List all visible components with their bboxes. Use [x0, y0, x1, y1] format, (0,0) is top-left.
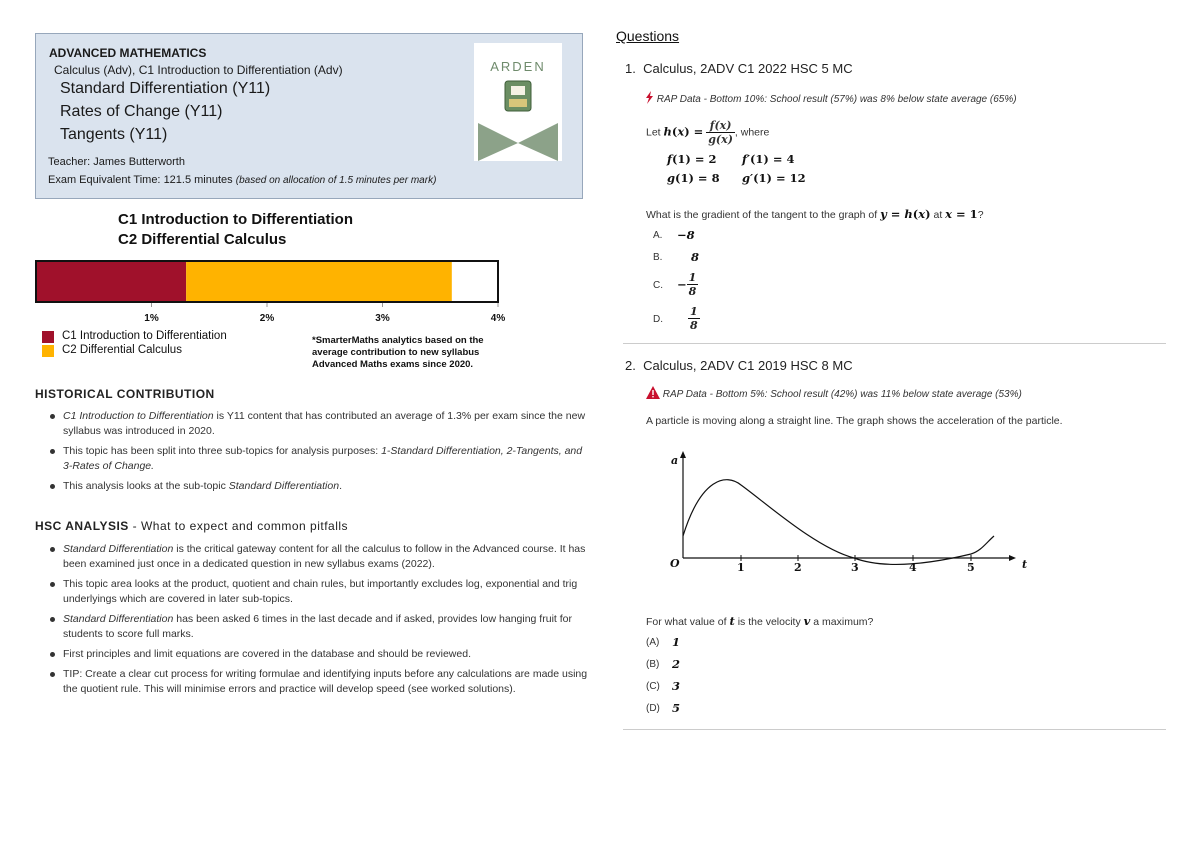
- graph-x-label: t: [1022, 558, 1028, 571]
- graph-origin-label: O: [670, 557, 680, 570]
- q2-prompt: A particle is moving along a straight line. The graph shows the acceleration of the particle.: [646, 415, 1063, 427]
- graph-tick-2: 2: [794, 561, 802, 574]
- legend-swatch-c1: [42, 331, 54, 343]
- q2-rap-data: RAP Data - Bottom 5%: School result (42%) was 11% below state average (53%): [646, 386, 1022, 400]
- q1-prompt: What is the gradient of the tangent to the graph of y = h(x) at x = 1?: [646, 207, 984, 221]
- historical-heading: HISTORICAL CONTRIBUTION: [35, 387, 215, 401]
- q2-option-b-value[interactable]: 2: [672, 657, 681, 671]
- legend-label-c2: C2 Differential Calculus: [62, 344, 182, 356]
- list-item: Standard Differentiation has been asked 6 times in the last decade and if asked, provides low hanging fruit for students to score full marks.: [47, 612, 592, 642]
- q2-option-d-value[interactable]: 5: [672, 701, 681, 715]
- list-item: This analysis looks at the sub-topic Standard Differentiation.: [47, 479, 592, 494]
- topic-rates-of-change: Rates of Change (Y11): [60, 103, 223, 120]
- q1-given-f: f(1) = 2: [667, 152, 717, 166]
- contribution-chart: [30, 255, 510, 335]
- q1-divider: [623, 343, 1166, 344]
- q1-title: 1. Calculus, 2ADV C1 2022 HSC 5 MC: [625, 61, 853, 76]
- q1-option-b-value[interactable]: 8: [691, 250, 700, 264]
- graph-tick-1: 1: [737, 561, 745, 574]
- chart-title-line2: C2 Differential Calculus: [118, 231, 287, 248]
- q1-given-g: g(1) = 8: [667, 171, 720, 185]
- legend-label-c1: C1 Introduction to Differentiation: [62, 330, 227, 342]
- chart-footnote: *SmarterMaths analytics based on the average contribution to new syllabus Advanced Maths exams since 2020.: [312, 335, 484, 370]
- q2-option-d-label: (D): [646, 703, 660, 714]
- q2-title: 2. Calculus, 2ADV C1 2019 HSC 8 MC: [625, 358, 853, 373]
- topic-tangents: Tangents (Y11): [60, 126, 168, 143]
- graph-tick-4: 4: [909, 561, 917, 574]
- warning-icon: [646, 386, 660, 399]
- list-item: This topic has been split into three sub-topics for analysis purposes: 1-Standard Differentiation, 2-Tangents, and 3-Rates of Change.: [47, 444, 592, 474]
- list-item: This topic area looks at the product, quotient and chain rules, but importantly excludes log, exponential and trig underlyings which are covered in later sub-topics.: [47, 577, 592, 607]
- school-logo: [474, 43, 562, 161]
- lightning-icon: [645, 91, 654, 104]
- questions-heading: Questions: [616, 28, 680, 44]
- list-item: TIP: Create a clear cut process for writing formulae and identifying inputs before any calculations are made using the quotient rule. This will minimise errors and practice will develop speed (see worked solutions).: [47, 667, 592, 697]
- chart-tick-label: 4%: [490, 313, 506, 324]
- q2-option-b-label: (B): [646, 659, 660, 670]
- q2-option-a-label: (A): [646, 637, 660, 648]
- q1-option-d-label: D.: [653, 314, 663, 325]
- q2-divider: [623, 729, 1166, 730]
- q2-option-a-value[interactable]: 1: [672, 635, 681, 649]
- graph-tick-5: 5: [967, 561, 975, 574]
- chart-bar-c1: [36, 262, 186, 301]
- legend-swatch-c2: [42, 345, 54, 357]
- list-item: Standard Differentiation is the critical gateway content for all the calculus to follow in the Advanced course. It has been examined just once in a dedicated question in new syllabus exams (2022).: [47, 542, 592, 572]
- q1-given-fprime: f′(1) = 4: [742, 152, 795, 166]
- list-item: C1 Introduction to Differentiation is Y11 content that has contributed an average of 1.3% per exam since the new syllabus was introduced in 2020.: [47, 409, 592, 439]
- graph-y-label: a: [671, 454, 679, 467]
- chart-title-line1: C1 Introduction to Differentiation: [118, 211, 353, 228]
- q2-option-c-value[interactable]: 3: [672, 679, 681, 693]
- subject-title: ADVANCED MATHEMATICS: [49, 46, 207, 60]
- q1-option-c-value[interactable]: − $\frac{1}{8}$: [677, 271, 697, 298]
- hsc-list: [47, 542, 592, 702]
- chart-bar-c2: [186, 262, 452, 301]
- topic-standard-differentiation: Standard Differentiation (Y11): [60, 80, 271, 97]
- logo-text: ARDEN: [490, 59, 546, 74]
- exam-time-line: Exam Equivalent Time: 121.5 minutes (based on allocation of 1.5 minutes per mark): [48, 174, 437, 186]
- chart-tick-label: 2%: [259, 313, 275, 324]
- q1-let-line: Let h(x) = $\frac{f(x)}{g(x)}$ , where: [646, 119, 770, 146]
- q1-option-a-value[interactable]: −8: [677, 228, 695, 242]
- q1-rap-data: RAP Data - Bottom 10%: School result (57%) was 8% below state average (65%): [645, 91, 1017, 105]
- historical-list: [47, 409, 592, 499]
- q1-option-a-label: A.: [653, 230, 663, 241]
- chart-tick-label: 3%: [375, 313, 390, 324]
- q2-option-c-label: (C): [646, 681, 660, 692]
- hsc-heading: HSC ANALYSIS - What to expect and common pitfalls: [35, 519, 349, 533]
- teacher-line: Teacher: James Butterworth: [48, 156, 185, 168]
- q2-question: For what value of t is the velocity v a maximum?: [646, 614, 874, 628]
- chart-tick-label: 1%: [144, 313, 159, 324]
- graph-tick-3: 3: [851, 561, 859, 574]
- q1-given-gprime: g′(1) = 12: [742, 171, 806, 185]
- teacher-name: James Butterworth: [93, 156, 185, 168]
- acceleration-graph: [666, 448, 1036, 578]
- list-item: First principles and limit equations are covered in the database and should be reviewed.: [47, 647, 592, 662]
- course-line: Calculus (Adv), C1 Introduction to Differentiation (Adv): [54, 63, 343, 77]
- q1-option-d-value[interactable]: $\frac{1}{8}$: [690, 305, 698, 332]
- q1-option-b-label: B.: [653, 252, 663, 263]
- q1-option-c-label: C.: [653, 280, 663, 291]
